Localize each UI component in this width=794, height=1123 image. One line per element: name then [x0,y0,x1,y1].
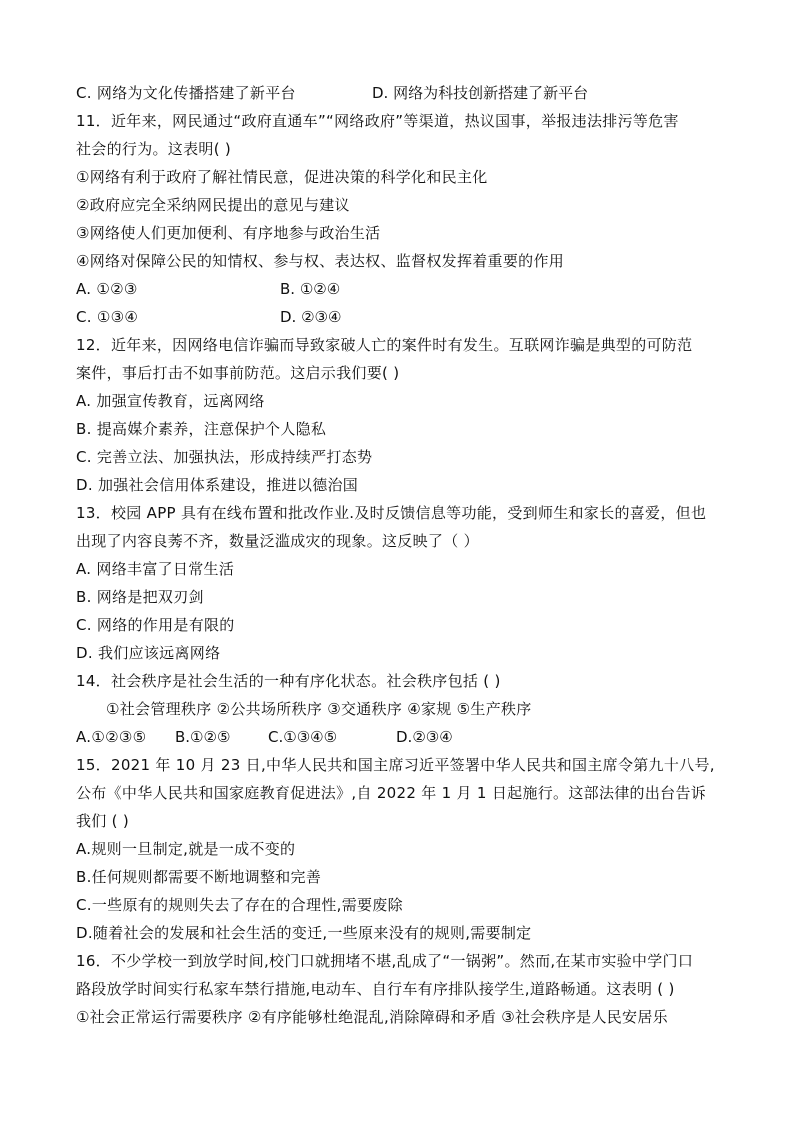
q13-stem-line2: 出现了内容良莠不齐，数量泛滥成灾的现象。这反映了（ ） [76,532,479,550]
q13-option-d: D. 我们应该远离网络 [76,644,221,662]
q11-option-b: B. ①②④ [280,280,341,298]
q14-stem: 14．社会秩序是社会生活的一种有序化状态。社会秩序包括 ( ) [76,672,501,690]
q12-stem-line1: 12．近年来，因网络电信诈骗而导致家破人亡的案件时有发生。互联网诈骗是典型的可防范 [76,336,693,354]
q12-option-a: A. 加强宣传教育，远离网络 [76,392,265,410]
q11-statement-2: ②政府应完全采纳网民提出的意见与建议 [76,196,350,214]
q14-option-b: B.①②⑤ [175,728,231,746]
q15-stem-line2: 公布《中华人民共和国家庭教育促进法》,自 2022 年 1 月 1 日起施行。这部法律的出台告诉 [76,784,707,802]
q11-stem-line1: 11．近年来，网民通过“政府直通车”“网络政府”等渠道，热议国事，举报违法排污等危害 [76,112,679,130]
q16-stem-line2: 路段放学时间实行私家车禁行措施,电动车、自行车有序排队接学生,道路畅通。这表明 ( ) [76,980,675,998]
q15-option-c: C.一些原有的规则失去了存在的合理性,需要废除 [76,896,403,914]
q14-items: ①社会管理秩序 ②公共场所秩序 ③交通秩序 ④家规 ⑤生产秩序 [106,700,532,718]
q15-option-d: D.随着社会的发展和社会生活的变迁,一些原来没有的规则,需要制定 [76,924,532,942]
q11-statement-4: ④网络对保障公民的知情权、参与权、表达权、监督权发挥着重要的作用 [76,252,565,270]
q14-option-d: D.②③④ [396,728,453,746]
q12-option-c: C. 完善立法、加强执法，形成持续严打态势 [76,448,373,466]
q13-stem-line1: 13．校园 APP 具有在线布置和批改作业.及时反馈信息等功能，受到师生和家长的喜爱，但也 [76,504,707,522]
prev-option-c: C. 网络为文化传播搭建了新平台 [76,84,296,102]
q15-stem-line1: 15．2021 年 10 月 23 日,中华人民共和国主席习近平签署中华人民共和国主席令第九十八号, [76,756,715,774]
q12-stem-line2: 案件，事后打击不如事前防范。这启示我们要( ) [76,364,400,382]
q12-option-d: D. 加强社会信用体系建设，推进以德治国 [76,476,359,494]
q15-stem-line3: 我们 ( ) [76,812,130,830]
q13-option-c: C. 网络的作用是有限的 [76,616,235,634]
q11-statement-3: ③网络使人们更加便利、有序地参与政治生活 [76,224,381,242]
q12-option-b: B. 提高媒介素养，注意保护个人隐私 [76,420,327,438]
q16-statements: ①社会正常运行需要秩序 ②有序能够杜绝混乱,消除障碍和矛盾 ③社会秩序是人民安居乐 [76,1008,668,1026]
prev-option-d: D. 网络为科技创新搭建了新平台 [372,84,589,102]
q15-option-b: B.任何规则都需要不断地调整和完善 [76,868,322,886]
q11-option-d: D. ②③④ [280,308,342,326]
q15-option-a: A.规则一旦制定,就是一成不变的 [76,840,296,858]
q13-option-b: B. 网络是把双刃剑 [76,588,204,606]
q16-stem-line1: 16．不少学校一到放学时间,校门口就拥堵不堪,乱成了“一锅粥”。然而,在某市实验中学门口 [76,952,694,970]
q11-option-c: C. ①③④ [76,308,139,326]
q13-option-a: A. 网络丰富了日常生活 [76,560,235,578]
q11-stem-line2: 社会的行为。这表明( ) [76,140,232,158]
q11-statement-1: ①网络有利于政府了解社情民意，促进决策的科学化和民主化 [76,168,488,186]
q14-option-c: C.①③④⑤ [268,728,338,746]
q14-option-a: A.①②③⑤ [76,728,147,746]
q11-option-a: A. ①②③ [76,280,138,298]
